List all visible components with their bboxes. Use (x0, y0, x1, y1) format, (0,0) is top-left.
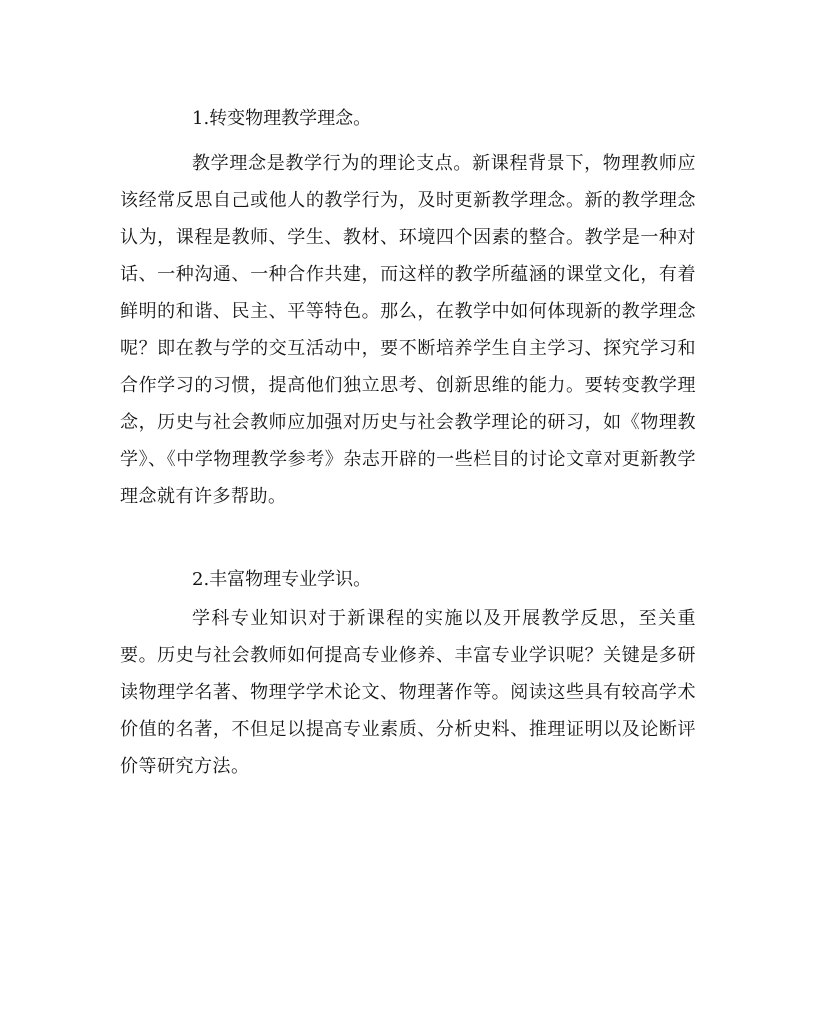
section-1-paragraph: 教学理念是教学行为的理论支点。新课程背景下，物理教师应该经常反思自己或他人的教学行为，及时更新教学理念。新的教学理念认为，课程是教师、学生、教材、环境四个因素的整合。教学是一种对话、一种沟通、一种合作共建，而这样的教学所蕴涵的课堂文化，有着鲜明的和谐、民主、平等特色。那么，在教学中如何体现新的教学理念呢？即在教与学的交互活动中，要不断培养学生自主学习、探究学习和合作学习的习惯，提高他们独立思考、创新思维的能力。要转变教学理念，历史与社会教师应加强对历史与社会教学理论的研习，如《物理教学》、《中学物理教学参考》杂志开辟的一些栏目的讨论文章对更新教学理念就有许多帮助。 (120, 153, 696, 507)
section-2-heading: 2.丰富物理专业学识。 (192, 569, 372, 590)
section-2-paragraph: 学科专业知识对于新课程的实施以及开展教学反思，至关重要。历史与社会教师如何提高专业修养、丰富专业学识呢？关键是多研读物理学名著、物理学学术论文、物理著作等。阅读这些具有较高学术价值的名著，不但足以提高专业素质、分析史料、推理证明以及论断评价等研究方法。 (120, 608, 696, 777)
section-1-heading: 1.转变物理教学理念。 (192, 108, 372, 129)
